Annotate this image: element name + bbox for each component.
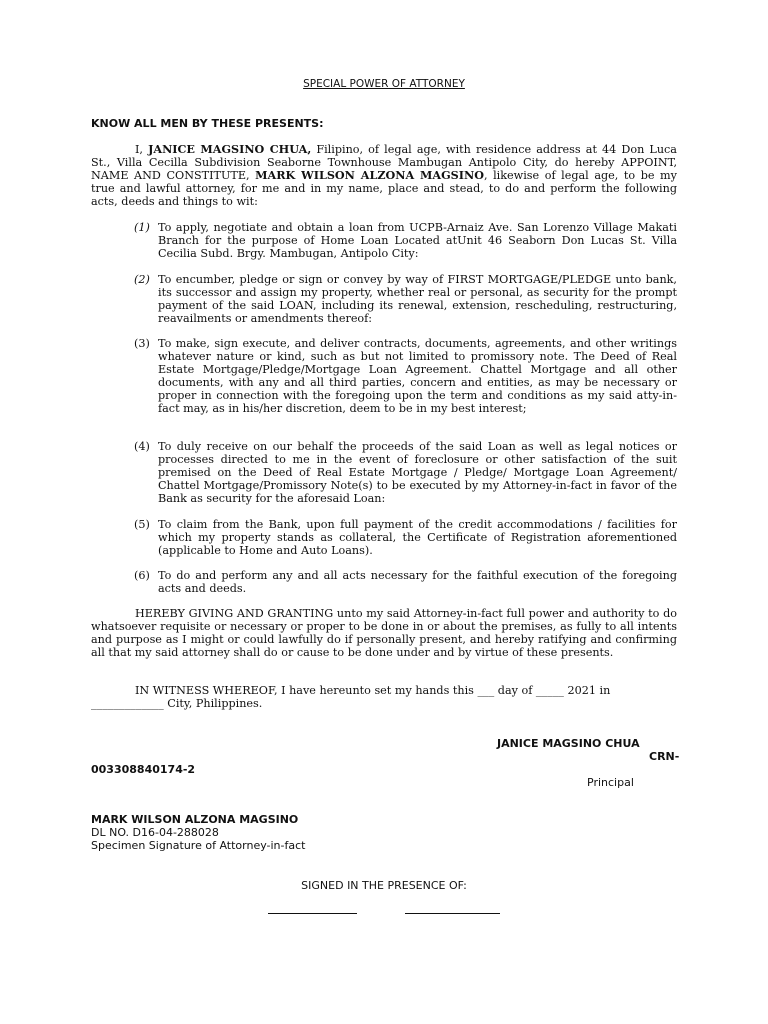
item-text: To make, sign execute, and deliver contracts, documents, agreements, and other writings whatever nature or kind, such as but not limited to promissory note. The Deed of Real Estate Mortgage/Pledge/Mortgage Loan Agreement. Chattel Mortgage and all other documents, with any and all third parties, concern and entities, as may be necessary or proper in connection with the foregoing upon the term and conditions as my said atty-in-fact may, as in his/her discretion, deem to be in my best interest; [158, 337, 677, 415]
principal-name-inline: JANICE MAGSINO CHUA, [148, 142, 312, 156]
list-item-3 [134, 337, 677, 415]
item-number: (6) [134, 569, 150, 582]
opening-heading: KNOW ALL MEN BY THESE PRESENTS: [91, 117, 324, 130]
item-text: To duly receive on our behalf the proceeds of the said Loan as well as legal notices or processes directed to me in the event of foreclosure or other satisfaction of the suit premised on the Deed of Real Estate Mortgage / Pledge/ Mortgage Loan Agreement/ Chattel Mortgage/Promissory Note(s) to be executed by my Attorney-in-fact in favor of the Bank as security for the aforesaid Loan: [158, 440, 677, 505]
item-number: (1) [134, 221, 150, 234]
item-number: (3) [134, 337, 150, 350]
granting-paragraph: HEREBY GIVING AND GRANTING unto my said Attorney-in-fact full power and authority to do whatsoever requisite or necessary or proper to be done in or about the premises, as fully to all intents and purpose as I might or could lawfully do if personally present, and hereby ratifying and confirming all that my said attorney shall do or cause to be done under and by virtue of these presents. [91, 607, 677, 659]
principal-name: JANICE MAGSINO CHUA [497, 737, 640, 750]
attorney-name: MARK WILSON ALZONA MAGSINO [91, 813, 299, 826]
witness-line-1: IN WITNESS WHEREOF, I have hereunto set my hands this ___ day of _____ 2021 in [135, 684, 611, 697]
principal-crn-number: 003308840174-2 [91, 763, 196, 776]
list-item-6 [134, 569, 677, 595]
list-item-1 [134, 221, 677, 260]
item-number: (4) [134, 440, 150, 453]
principal-crn-label: CRN- [649, 750, 680, 763]
list-item-4 [134, 440, 677, 505]
item-text: To encumber, pledge or sign or convey by way of FIRST MORTGAGE/PLEDGE unto bank, its successor and assign my property, whether real or personal, as security for the prompt payment of the said LOAN, including its renewal, extension, rescheduling, restructuring, reavailments or amendments thereof: [158, 273, 677, 325]
document-title: SPECIAL POWER OF ATTORNEY [303, 78, 465, 90]
attorney-specimen-label: Specimen Signature of Attorney-in-fact [91, 839, 306, 852]
attorney-dl-number: DL NO. D16-04-288028 [91, 826, 219, 839]
list-item-2 [134, 273, 677, 325]
list-item-5 [134, 518, 677, 557]
witness-signature-line-1 [268, 913, 357, 914]
item-text: To do and perform any and all acts necessary for the faithful execution of the foregoing acts and deeds. [158, 569, 677, 595]
intro-paragraph: I, JANICE MAGSINO CHUA, Filipino, of legal age, with residence address at 44 Don Luca St., Villa Cecilla Subdivision Seaborne Townhouse Mambugan Antipolo City, do hereby APPOINT, NAME AND CONSTITUTE, MARK WILSON ALZONA MAGSINO, likewise of legal age, to be my true and lawful attorney, for me and in my name, place and stead, to do and perform the following acts, deeds and things to wit: [91, 142, 677, 208]
item-number: (5) [134, 518, 150, 531]
item-text: To apply, negotiate and obtain a loan from UCPB-Arnaiz Ave. San Lorenzo Village Makati Branch for the purpose of Home Loan Located atUnit 46 Seaborn Don Lucas St. Villa Cecilia Subd. Brgy. Mambugan, Antipolo City: [158, 221, 677, 260]
witness-line-2: _____________ City, Philippines. [91, 697, 263, 710]
item-number: (2) [134, 273, 150, 286]
witness-signature-line-2 [405, 913, 500, 914]
attorney-name-inline: MARK WILSON ALZONA MAGSINO [255, 168, 484, 182]
item-text: To claim from the Bank, upon full payment of the credit accommodations / facilities for which my property stands as collateral, the Certificate of Registration aforementioned (applicable to Home and Auto Loans). [158, 518, 677, 557]
signed-presence-label: SIGNED IN THE PRESENCE OF: [301, 879, 467, 892]
principal-role: Principal [587, 776, 634, 789]
